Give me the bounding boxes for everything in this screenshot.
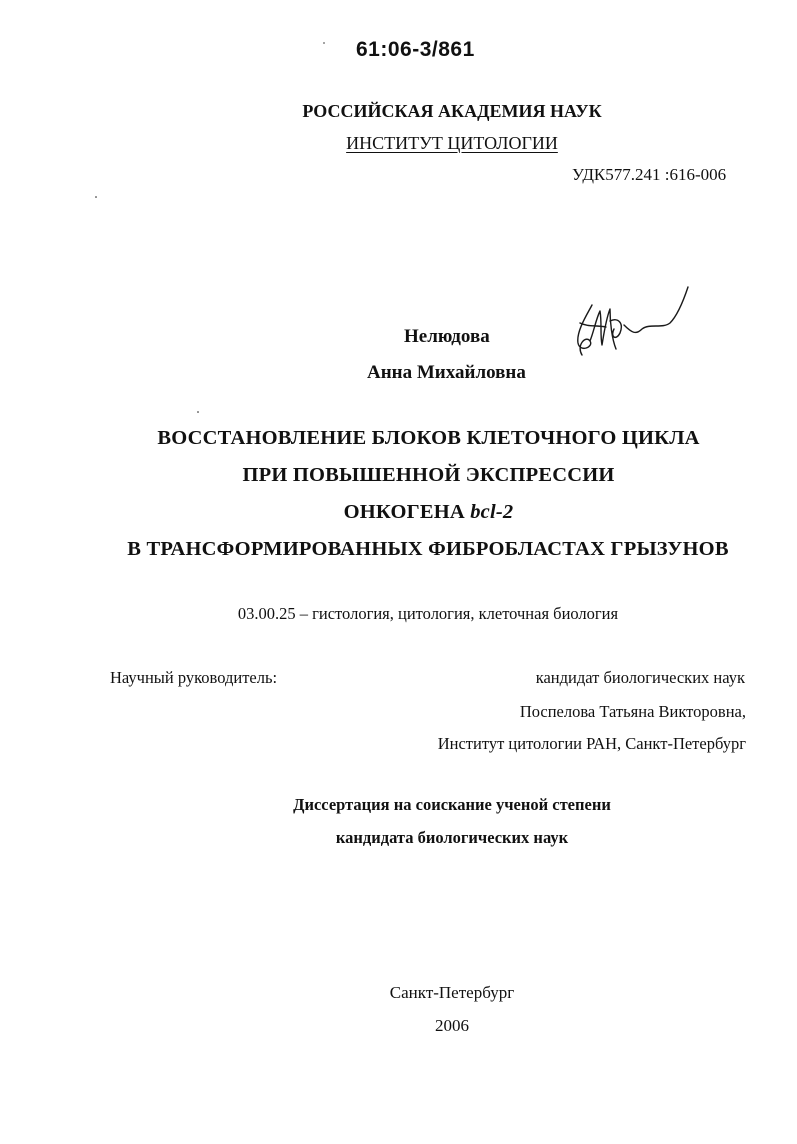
scan-speck [197,411,199,413]
scan-speck [323,42,325,44]
gene-name: bcl-2 [470,501,514,523]
supervisor-degree: кандидат биологических наук [535,668,745,687]
city: Санкт-Петербург [389,983,515,1002]
archive-stamp: 61:06-3/861 [356,38,475,61]
year: 2006 [435,1016,469,1035]
dissertation-line-1: Диссертация на соискание ученой степени [293,795,611,814]
specialty-code: 03.00.25 – гистология, цитология, клеточная биология [237,604,619,623]
dissertation-line-2: кандидата биологических наук [335,828,569,847]
thesis-title-line-2: ПРИ ПОВЫШЕННОЙ ЭКСПРЕССИИ [242,464,615,486]
thesis-title-line-4: В ТРАНСФОРМИРОВАННЫХ ФИБРОБЛАСТАХ ГРЫЗУНОВ [127,538,729,560]
author-last-name: Нелюдова [404,326,490,347]
academy-name: РОССИЙСКАЯ АКАДЕМИЯ НАУК [302,101,602,121]
supervisor-affiliation: Институт цитологии РАН, Санкт-Петербург [437,734,746,753]
udk-code: УДК577.241 :616-006 [572,165,727,184]
supervisor-label: Научный руководитель: [110,668,278,687]
scan-speck [95,196,97,198]
supervisor-name: Поспелова Татьяна Викторовна, [519,702,746,721]
thesis-title-line-3 [0,501,797,524]
thesis-title-line-3-prefix: ОНКОГЕНА [343,501,465,523]
author-first-names: Анна Михайловна [367,362,526,383]
thesis-title-line-1: ВОССТАНОВЛЕНИЕ БЛОКОВ КЛЕТОЧНОГО ЦИКЛА [157,427,700,449]
signature-icon [566,283,696,368]
institute-name: ИНСТИТУТ ЦИТОЛОГИИ [346,133,558,153]
